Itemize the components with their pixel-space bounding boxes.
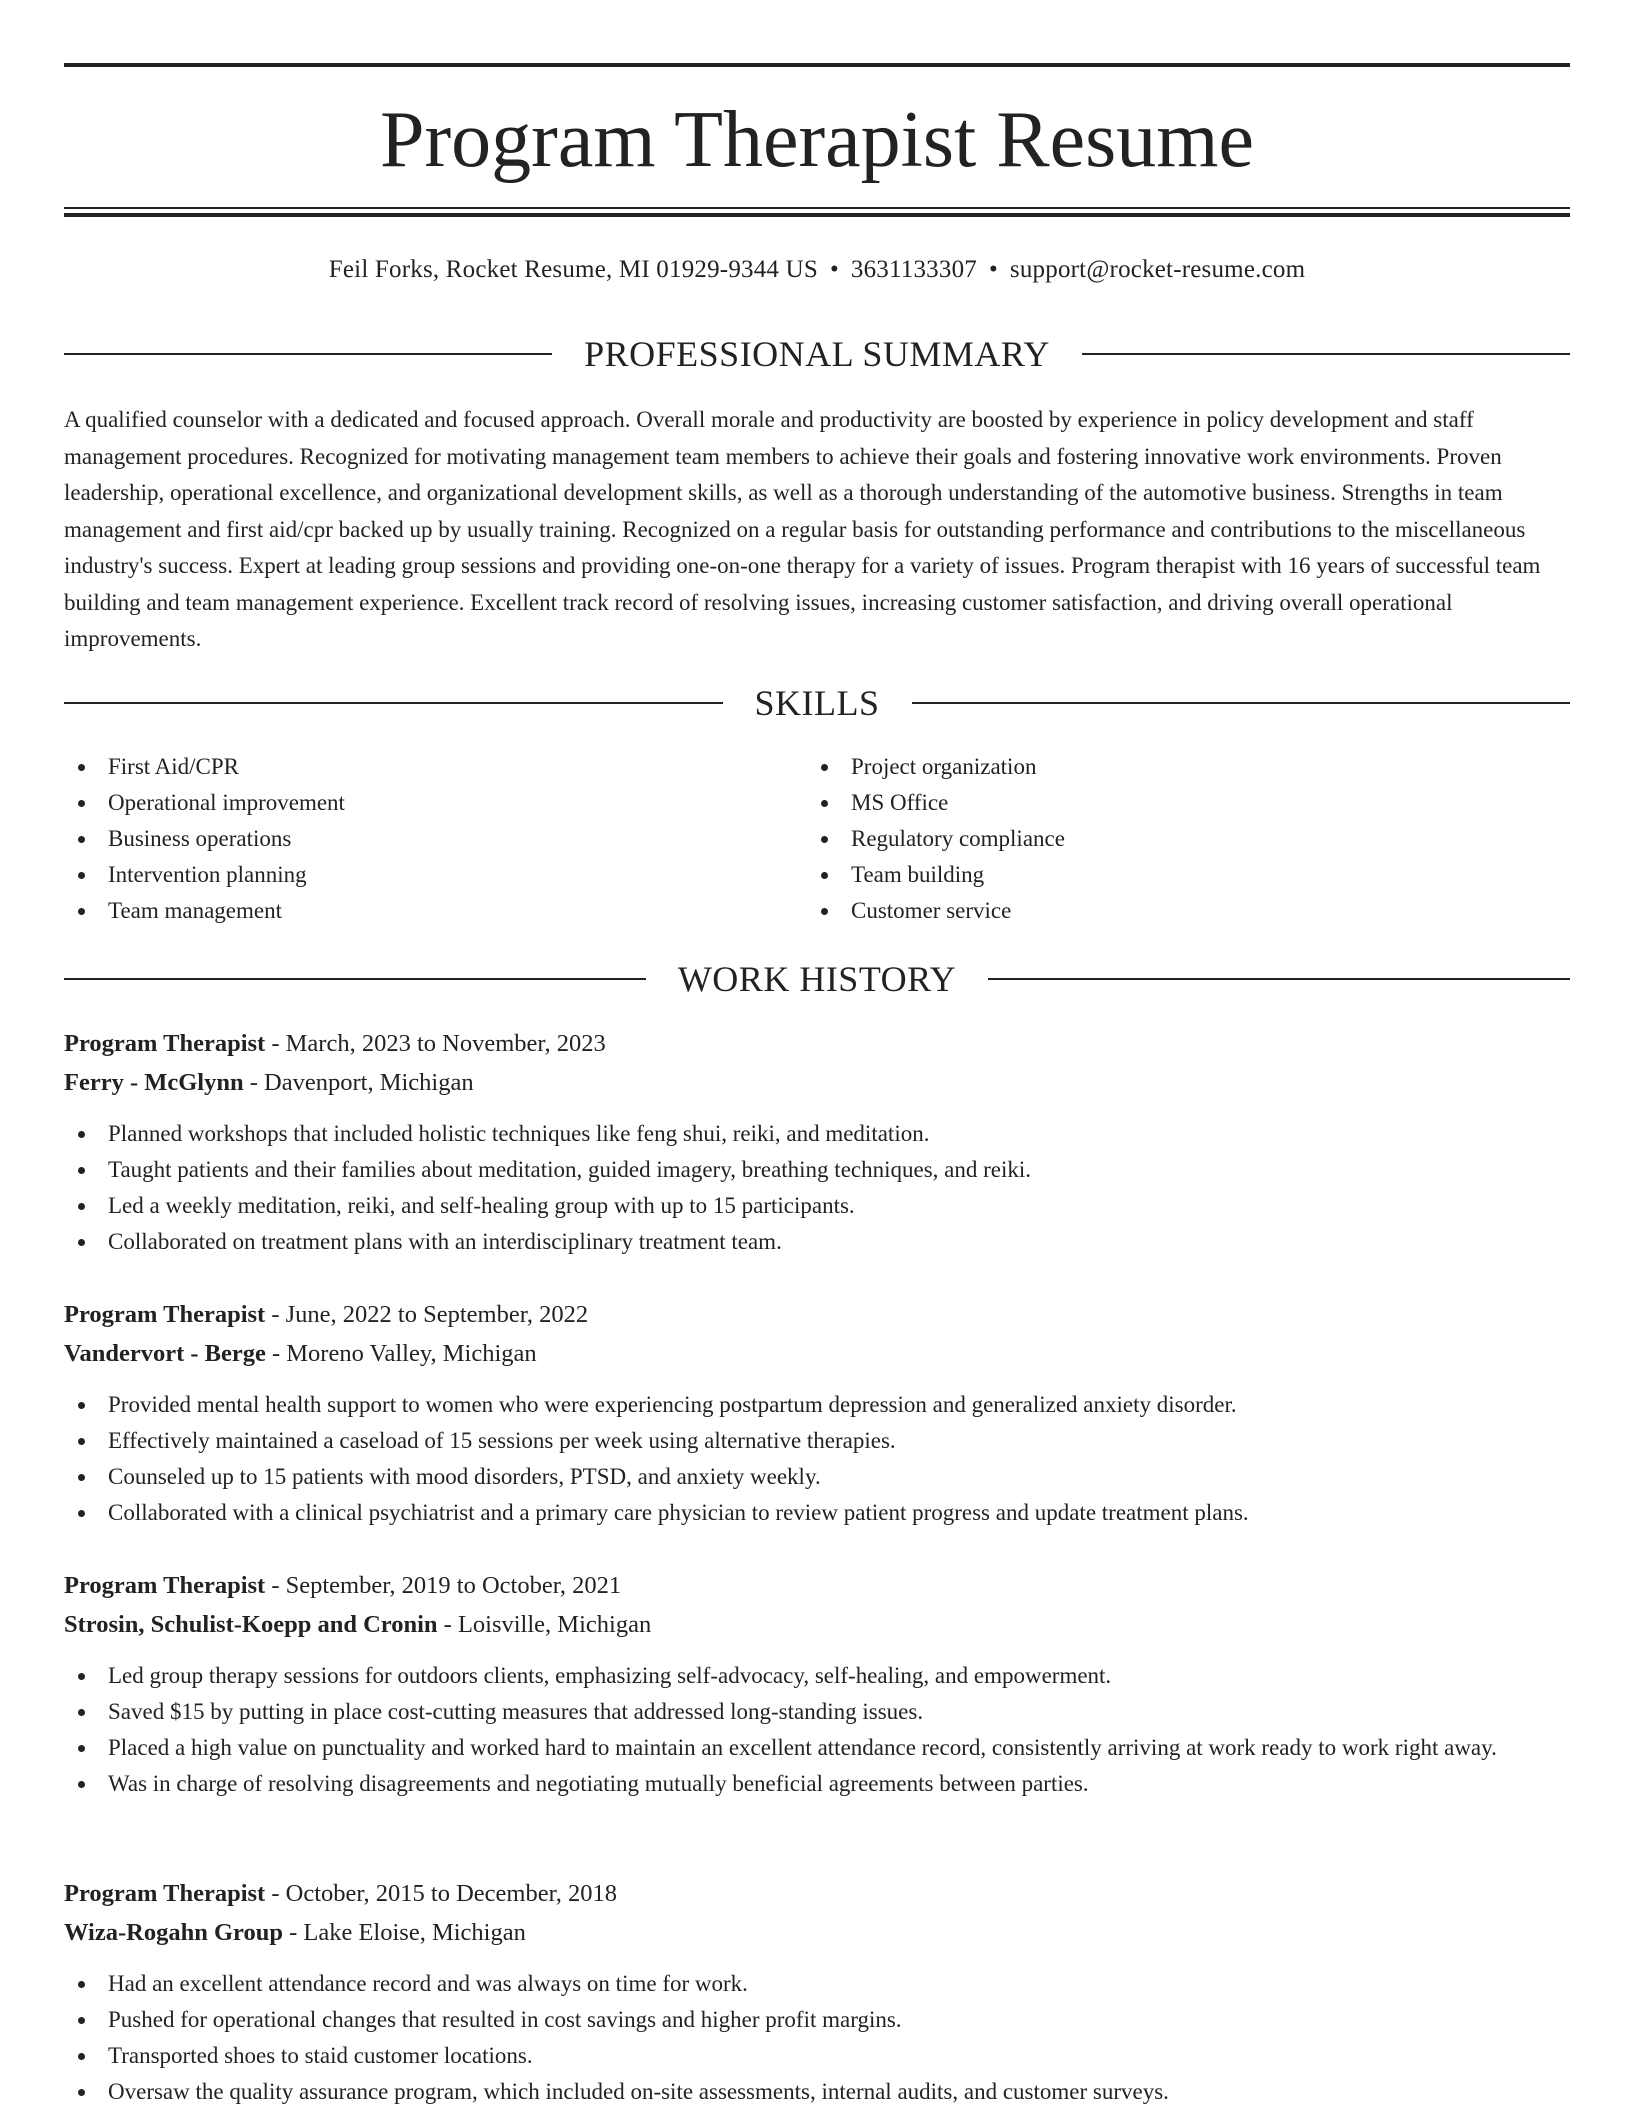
job-location: - Loisville, Michigan	[437, 1611, 652, 1638]
contact-email[interactable]: support@rocket-resume.com	[1009, 256, 1306, 283]
job-company-line	[64, 1605, 1570, 1644]
job-bullet: Planned workshops that included holistic techniques like feng shui, reiki, and meditation.	[64, 1116, 1570, 1152]
contact-line	[64, 254, 1570, 286]
job-entry	[64, 1295, 1570, 1531]
top-rule	[64, 63, 1570, 67]
heading-rule-left	[64, 353, 552, 355]
skill-item: Regulatory compliance	[807, 821, 1567, 857]
job-company: Strosin, Schulist-Koepp and Cronin	[64, 1611, 438, 1638]
heading-rule-right	[912, 702, 1571, 704]
skills-heading-label: SKILLS	[754, 683, 880, 723]
skill-item: First Aid/CPR	[64, 749, 804, 785]
job-bullet: Transported shoes to staid customer locations.	[64, 2038, 1570, 2074]
job-title-line	[64, 1874, 1570, 1913]
job-bullets	[64, 1116, 1570, 1260]
job-location: - Davenport, Michigan	[243, 1069, 474, 1096]
job-bullet: Had an excellent attendance record and was always on time for work.	[64, 1966, 1570, 2002]
job-bullet: Placed a high value on punctuality and worked hard to maintain an excellent attendance record, consistently arriving at work ready to work right away.	[64, 1730, 1570, 1766]
job-title: Program Therapist	[64, 1572, 266, 1599]
heading-rule-left	[64, 702, 723, 704]
heading-rule-left	[64, 978, 646, 980]
job-dates: - October, 2015 to December, 2018	[265, 1880, 618, 1907]
job-location: - Lake Eloise, Michigan	[282, 1919, 526, 1946]
job-bullet: Provided mental health support to women who were experiencing postpartum depression and generalized anxiety disorder.	[64, 1387, 1570, 1423]
job-bullet: Counseled up to 15 patients with mood disorders, PTSD, and anxiety weekly.	[64, 1459, 1570, 1495]
job-title: Program Therapist	[64, 1030, 266, 1057]
job-title: Program Therapist	[64, 1880, 266, 1907]
skill-item: Customer service	[807, 893, 1567, 929]
title-rule-upper	[64, 207, 1570, 209]
job-entry	[64, 1024, 1570, 1260]
summary-heading	[64, 332, 1570, 376]
job-bullet: Collaborated on treatment plans with an interdisciplinary treatment team.	[64, 1224, 1570, 1260]
contact-separator: •	[988, 256, 998, 283]
work-heading	[64, 957, 1570, 1001]
job-title-line	[64, 1024, 1570, 1063]
job-dates: - September, 2019 to October, 2021	[265, 1572, 622, 1599]
job-bullet: Taught patients and their families about meditation, guided imagery, breathing techniques, and reiki.	[64, 1152, 1570, 1188]
job-entry	[64, 1874, 1570, 2110]
page-title: Program Therapist Resume	[380, 96, 1254, 184]
work-heading-label: WORK HISTORY	[677, 959, 957, 999]
job-entry	[64, 1566, 1570, 1802]
contact-address: Feil Forks, Rocket Resume, MI 01929-9344 US	[328, 256, 818, 283]
job-company: Ferry - McGlynn	[64, 1069, 244, 1096]
skills-heading	[64, 681, 1570, 725]
job-title: Program Therapist	[64, 1301, 266, 1328]
job-title-line	[64, 1295, 1570, 1334]
skill-item: Operational improvement	[64, 785, 804, 821]
skill-item: Team building	[807, 857, 1567, 893]
job-company: Vandervort - Berge	[64, 1340, 266, 1367]
job-bullets	[64, 1658, 1570, 1802]
job-bullet: Was in charge of resolving disagreements and negotiating mutually beneficial agreements between parties.	[64, 1766, 1570, 1802]
skill-item: Business operations	[64, 821, 804, 857]
job-dates: - June, 2022 to September, 2022	[265, 1301, 589, 1328]
skills-list-right	[807, 749, 1567, 929]
job-bullets	[64, 1966, 1570, 2110]
job-bullet: Effectively maintained a caseload of 15 sessions per week using alternative therapies.	[64, 1423, 1570, 1459]
summary-heading-label: PROFESSIONAL SUMMARY	[584, 334, 1050, 374]
heading-rule-right	[988, 978, 1570, 980]
job-bullet: Led a weekly meditation, reiki, and self-healing group with up to 15 participants.	[64, 1188, 1570, 1224]
skill-item: Intervention planning	[64, 857, 804, 893]
job-location: - Moreno Valley, Michigan	[265, 1340, 537, 1367]
skill-item: Project organization	[807, 749, 1567, 785]
skills-list-left	[64, 749, 804, 929]
job-bullet: Oversaw the quality assurance program, which included on-site assessments, internal audits, and customer surveys.	[64, 2074, 1570, 2110]
heading-rule-right	[1082, 353, 1570, 355]
job-company-line	[64, 1334, 1570, 1373]
job-bullet: Saved $15 by putting in place cost-cutting measures that addressed long-standing issues.	[64, 1694, 1570, 1730]
job-bullet: Pushed for operational changes that resulted in cost savings and higher profit margins.	[64, 2002, 1570, 2038]
skill-item: Team management	[64, 893, 804, 929]
job-company-line	[64, 1063, 1570, 1102]
summary-text: A qualified counselor with a dedicated and focused approach. Overall morale and productivity are boosted by experience in policy development and staff management procedures. Recognized for motivating management team members to achieve their goals and fostering innovative work environments. Proven leadership, operational excellence, and organizational development skills, as well as a thorough understanding of the automotive business. Strengths in team management and first aid/cpr backed up by usually training. Recognized on a regular basis for outstanding performance and contributions to the miscellaneous industry's success. Expert at leading group sessions and providing one-on-one therapy for a variety of issues. Program therapist with 16 years of successful team building and team management experience. Excellent track record of resolving issues, increasing customer satisfaction, and driving overall operational improvements.	[64, 407, 1541, 651]
job-bullets	[64, 1387, 1570, 1531]
job-company: Wiza-Rogahn Group	[64, 1919, 283, 1946]
job-bullet: Collaborated with a clinical psychiatrist and a primary care physician to review patient progress and update treatment plans.	[64, 1495, 1570, 1531]
title-rule-lower	[64, 213, 1570, 217]
contact-separator: •	[829, 256, 839, 283]
job-company-line	[64, 1913, 1570, 1952]
job-dates: - March, 2023 to November, 2023	[265, 1030, 606, 1057]
job-bullet: Led group therapy sessions for outdoors clients, emphasizing self-advocacy, self-healing, and empowerment.	[64, 1658, 1570, 1694]
contact-phone: 3631133307	[850, 256, 977, 283]
job-title-line	[64, 1566, 1570, 1605]
skill-item: MS Office	[807, 785, 1567, 821]
